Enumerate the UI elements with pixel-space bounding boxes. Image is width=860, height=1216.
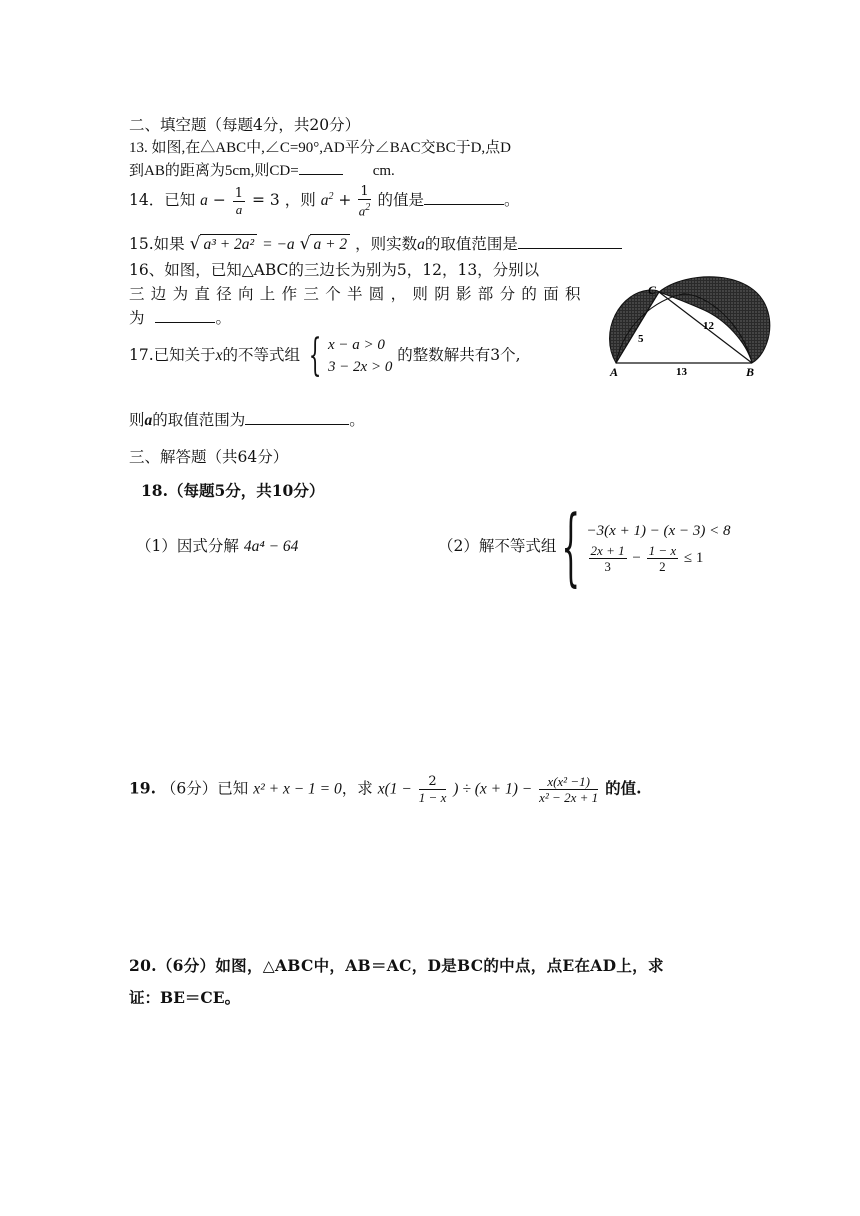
q20-line1: 20.（6分）如图，△ABC中，AB＝AC，D是BC的中点，点E在AD上，求 xyxy=(129,956,664,975)
q14-frac2-den-base: a xyxy=(358,203,366,219)
q18-part1-label: （1）因式分解 xyxy=(136,537,239,555)
q14-frac2-den: $a^2$ xyxy=(358,202,371,219)
q15-prefix: 15.如果 xyxy=(129,235,185,253)
q17-system xyxy=(305,330,393,381)
label-B: B xyxy=(746,365,755,379)
label-13: 13 xyxy=(676,366,687,378)
lune-ac xyxy=(610,290,659,363)
q18-ineq-1: −3(x + 1) − (x − 3) < 8 xyxy=(586,522,731,539)
q19-given: x² + x − 1 = 0 xyxy=(253,780,342,798)
q15-var: a xyxy=(417,236,425,253)
q18-system xyxy=(561,497,731,595)
q14-frac1-den: a xyxy=(235,201,243,217)
q14-plus: + xyxy=(338,191,352,210)
q15 xyxy=(129,234,622,255)
section-2-title xyxy=(129,115,360,135)
q19 xyxy=(129,774,641,805)
section-3-title: 三、解答题（共64分） xyxy=(129,448,289,466)
q15-eq: = −a xyxy=(262,236,295,253)
q19-end: 的值. xyxy=(605,778,642,798)
label-12: 12 xyxy=(703,320,714,332)
q18-frac-1 xyxy=(589,543,627,574)
q17-line2-pre: 则 xyxy=(129,411,145,429)
q18-frac1-num: 2x + 1 xyxy=(590,542,625,558)
q19-frac1-den: 1 − x xyxy=(418,790,447,805)
q19-frac-1 xyxy=(419,774,447,805)
q16-end: 。 xyxy=(215,309,231,327)
label-A: A xyxy=(610,365,619,379)
q18-frac-2 xyxy=(647,543,679,574)
q14-end: 。 xyxy=(504,191,520,210)
q14-var-a: a xyxy=(200,192,208,210)
q17-line2-mid: 的取值范围为 xyxy=(152,411,246,429)
q14-frac1-num: 1 xyxy=(234,185,244,201)
q15-suffix2: 的取值范围是 xyxy=(424,235,518,253)
q18-part2-label: （2）解不等式组 xyxy=(438,537,557,555)
q14 xyxy=(129,184,520,218)
q19-points: （6分）已知 xyxy=(160,779,249,798)
q14-suffix: 的值是 xyxy=(377,191,425,210)
q14-fraction-2 xyxy=(358,184,370,218)
q19-frac2-den: x² − 2x + 1 xyxy=(539,790,599,805)
q18-part1-expr: 4a⁴ − 64 xyxy=(243,538,299,555)
q17-line2 xyxy=(129,410,365,431)
q15-suffix: ，则实数 xyxy=(355,235,418,253)
q17-mid: 的不等式组 xyxy=(222,346,301,364)
q17-line2-var: a xyxy=(144,412,153,429)
q13-line2-text: 到AB的距离为5cm,则CD= xyxy=(129,163,299,179)
q18-le: ≤ 1 xyxy=(683,549,704,566)
q14-frac2-num: 1 xyxy=(360,184,369,199)
sqrt-icon: √ xyxy=(189,234,201,254)
q19-frac1-num: 2 xyxy=(419,774,447,790)
q15-answer-blank[interactable] xyxy=(518,234,622,249)
q16-figure xyxy=(596,272,772,384)
q18-frac2-num: 1 − x xyxy=(648,542,677,558)
q19-ask: ，求 xyxy=(341,779,373,798)
q18-minus: − xyxy=(632,549,641,566)
q14-a-sq-base: a xyxy=(320,192,329,210)
q16-line3-text: 为 xyxy=(129,309,145,327)
q17-line2-end: 。 xyxy=(349,411,365,429)
q14-prefix: 14．已知 xyxy=(129,191,196,210)
label-5: 5 xyxy=(638,333,644,345)
q19-expr-b: ) ÷ (x + 1) − xyxy=(453,780,533,798)
q14-answer-blank[interactable] xyxy=(424,190,504,205)
q15-radicand-2: a + 2 xyxy=(310,234,350,255)
q13-answer-blank[interactable] xyxy=(299,160,343,175)
q18-frac2-den: 2 xyxy=(659,558,666,574)
q19-number: 19. xyxy=(129,778,156,798)
q19-expr-a: x(1 − xyxy=(377,780,412,798)
q18-part1 xyxy=(136,536,298,557)
label-C: C xyxy=(648,283,657,297)
q14-a-sq: $a^2$ xyxy=(320,191,334,210)
q14-mid: ，则 xyxy=(284,191,316,210)
q13-line1: 13. 如图,在△ABC中,∠C=90°,AD平分∠BAC交BC于D,点D xyxy=(129,140,511,156)
q17-suffix: 的整数解共有3个, xyxy=(397,346,521,364)
q16-line3 xyxy=(129,308,231,328)
q16-line2: 三边为直径向上作三个半圆，则阴影部分的面积 xyxy=(129,285,587,303)
q20-line2: 证：BE＝CE。 xyxy=(129,988,241,1007)
sqrt-icon: √ xyxy=(299,234,311,254)
q17-line1 xyxy=(129,330,521,381)
q17-ineq-2: 3 − 2x > 0 xyxy=(327,359,393,375)
q19-frac-2 xyxy=(539,774,598,805)
q18-title: 18.（每题5分，共10分） xyxy=(141,481,325,500)
q13-unit: cm. xyxy=(372,163,395,179)
left-brace-icon: { xyxy=(561,497,581,595)
q14-eq: = 3 xyxy=(252,191,280,210)
q18-ineq-2 xyxy=(587,543,731,574)
q19-frac2-num: x(x² −1) xyxy=(539,774,598,790)
section-2-title-text: 二、填空题（每题4分，共20分） xyxy=(129,116,361,134)
q17-answer-blank[interactable] xyxy=(245,410,349,425)
lune-bc xyxy=(659,277,770,363)
q17-var: x xyxy=(215,347,223,364)
q17-ineq-1: x − a > 0 xyxy=(327,337,385,353)
q14-minus: − xyxy=(212,191,226,210)
q16-line1: 16、如图，已知△ABC的三边长为别为5，12，13，分别以 xyxy=(129,261,540,279)
q16-answer-blank[interactable] xyxy=(155,308,215,323)
q17-prefix: 17.已知关于 xyxy=(129,346,216,364)
q13-line2 xyxy=(129,160,395,181)
q15-radicand-1: a³ + 2a² xyxy=(200,234,257,255)
q14-fraction-1 xyxy=(233,186,245,217)
left-brace-icon: { xyxy=(308,330,322,381)
q18-frac1-den: 3 xyxy=(604,558,611,574)
